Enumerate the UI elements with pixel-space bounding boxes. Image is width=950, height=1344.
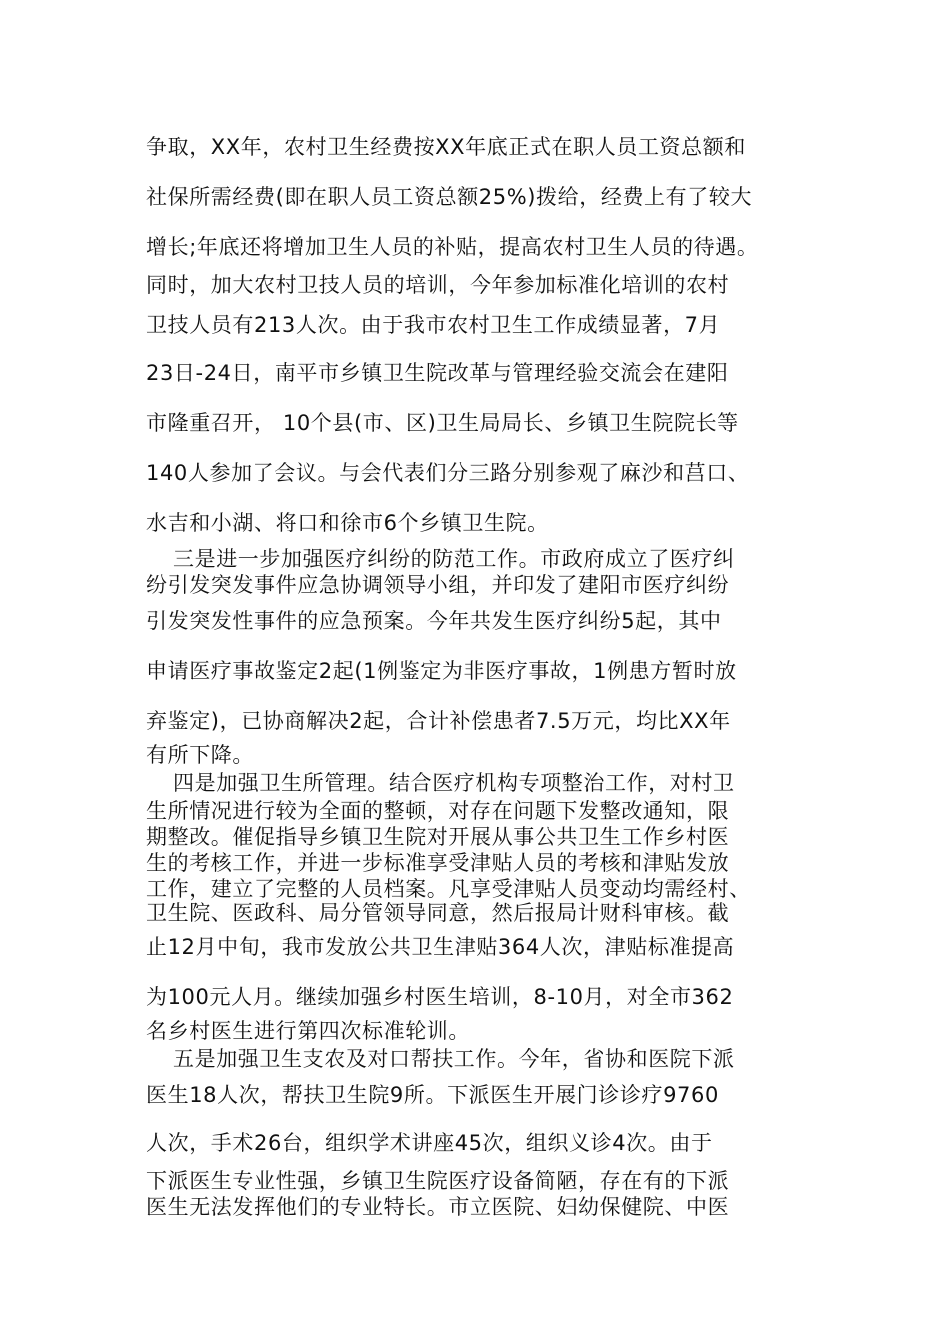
text-line: 止12月中旬，我市发放公共卫生津贴364人次，津贴标准提高: [146, 935, 735, 959]
text-line: 医生18人次，帮扶卫生院9所。下派医生开展门诊诊疗9760: [146, 1083, 719, 1107]
text-line: 23日-24日，南平市乡镇卫生院改革与管理经验交流会在建阳: [146, 361, 729, 385]
text-line: 生所情况进行较为全面的整顿，对存在问题下发整改通知，限: [146, 799, 730, 823]
text-line: 生的考核工作，并进一步标准享受津贴人员的考核和津贴发放: [146, 851, 730, 875]
text-line: 市隆重召开， 10个县(市、区)卫生局局长、乡镇卫生院院长等: [146, 411, 739, 435]
text-line: 为100元人月。继续加强乡村医生培训，8-10月，对全市362: [146, 985, 734, 1009]
text-line: 医生无法发挥他们的专业特长。市立医院、妇幼保健院、中医: [146, 1195, 730, 1219]
text-line: 水吉和小湖、将口和徐市6个乡镇卫生院。: [146, 511, 549, 535]
text-line: 名乡村医生进行第四次标准轮训。: [146, 1019, 470, 1043]
paragraph-first-line: 四是加强卫生所管理。结合医疗机构专项整治工作，对村卫: [173, 771, 735, 795]
text-line: 同时，加大农村卫技人员的培训，今年参加标准化培训的农村: [146, 273, 730, 297]
text-line: 弃鉴定)，已协商解决2起，合计补偿患者7.5万元，均比XX年: [146, 709, 731, 733]
text-line: 卫技人员有213人次。由于我市农村卫生工作成绩显著，7月: [146, 313, 721, 337]
text-line: 申请医疗事故鉴定2起(1例鉴定为非医疗事故，1例患方暂时放: [146, 659, 737, 683]
text-line: 140人参加了会议。与会代表们分三路分别参观了麻沙和莒口、: [146, 461, 750, 485]
text-line: 纷引发突发事件应急协调领导小组，并印发了建阳市医疗纠纷: [146, 573, 730, 597]
paragraph-first-line: 三是进一步加强医疗纠纷的防范工作。市政府成立了医疗纠: [173, 547, 735, 571]
text-line: 争取，XX年，农村卫生经费按XX年底正式在职人员工资总额和: [146, 135, 746, 159]
text-line: 人次，手术26台，组织学术讲座45次，组织义诊4次。由于: [146, 1131, 713, 1155]
text-line: 社保所需经费(即在职人员工资总额25%)拨给，经费上有了较大: [146, 185, 753, 209]
text-line: 下派医生专业性强，乡镇卫生院医疗设备简陋，存在有的下派: [146, 1169, 730, 1193]
text-line: 有所下降。: [146, 743, 254, 767]
text-line: 期整改。催促指导乡镇卫生院对开展从事公共卫生工作乡村医: [146, 825, 730, 849]
paragraph-first-line: 五是加强卫生支农及对口帮扶工作。今年，省协和医院下派: [173, 1047, 735, 1071]
text-line: 引发突发性事件的应急预案。今年共发生医疗纠纷5起，其中: [146, 609, 722, 633]
text-line: 工作，建立了完整的人员档案。凡享受津贴人员变动均需经村、: [146, 877, 751, 901]
text-line: 增长;年底还将增加卫生人员的补贴，提高农村卫生人员的待遇。: [146, 235, 759, 259]
text-line: 卫生院、医政科、局分管领导同意，然后报局计财科审核。截: [146, 901, 730, 925]
